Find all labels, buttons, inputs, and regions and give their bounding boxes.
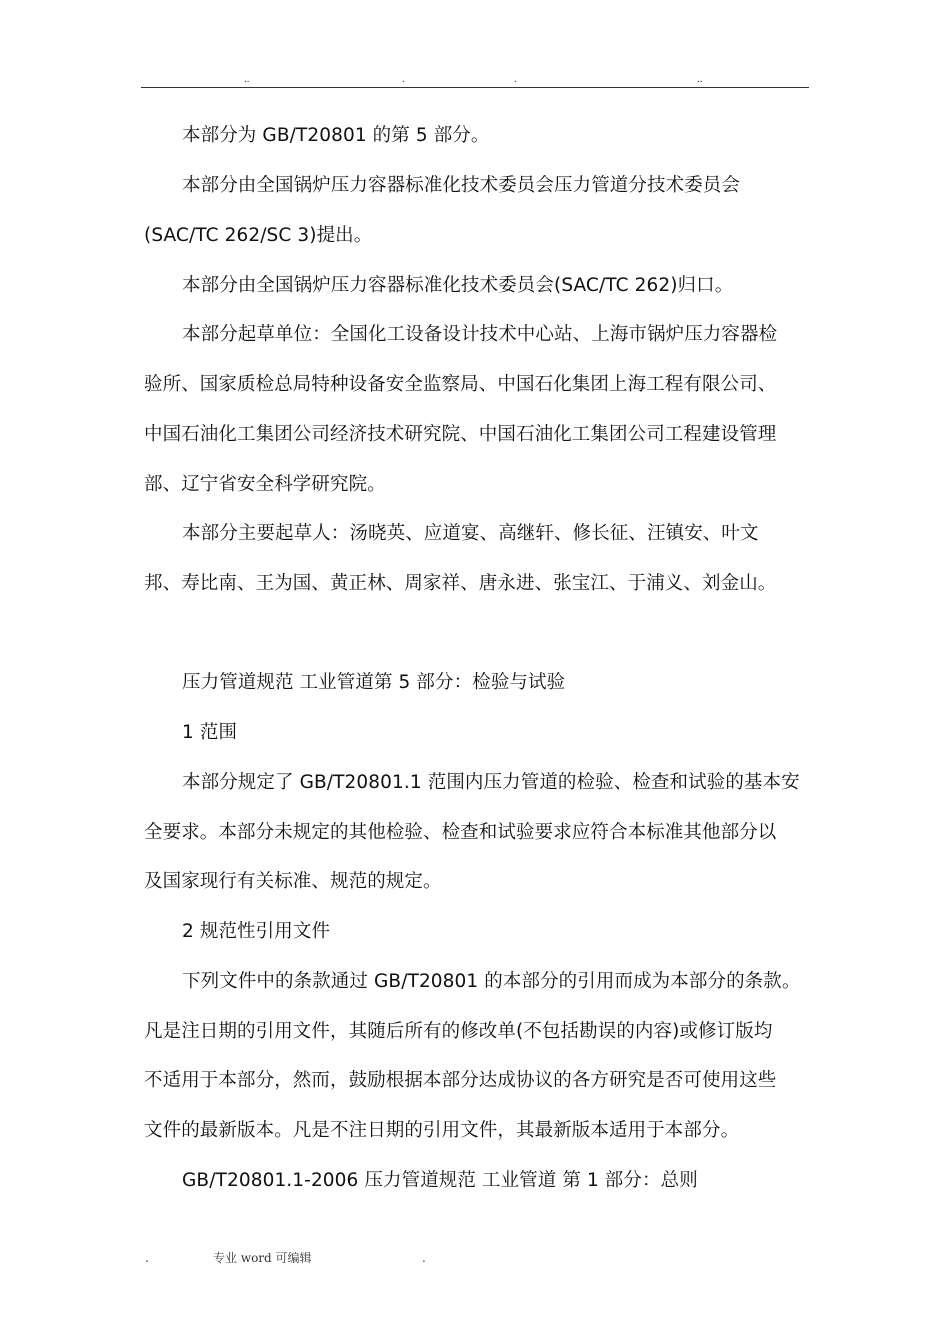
paragraph-line: 本部分由全国锅炉压力容器标准化技术委员会压力管道分技术委员会 (182, 175, 741, 196)
paragraph-line: (SAC/TC 262/SC 3)提出。 (144, 225, 373, 246)
header-mark: .. (697, 73, 703, 85)
footer-label: 专业 word 可编辑 (213, 1251, 312, 1265)
header-mark: . (402, 73, 405, 85)
paragraph-line: 中国石油化工集团公司经济技术研究院、中国石油化工集团公司工程建设管理 (144, 424, 777, 445)
paragraph-line: 邦、寿比南、王为国、黄正林、周家祥、唐永进、张宝江、于浦义、刘金山。 (144, 573, 777, 594)
paragraph-line: 本部分为 GB/T20801 的第 5 部分。 (182, 125, 490, 146)
page-footer (0, 1249, 950, 1267)
paragraph-line: 及国家现行有关标准、规范的规定。 (144, 871, 442, 892)
paragraph-line: 验所、国家质检总局特种设备安全监察局、中国石化集团上海工程有限公司、 (144, 374, 777, 395)
header-rule (141, 87, 809, 88)
paragraph-line: 本部分规定了 GB/T20801.1 范围内压力管道的检验、检查和试验的基本安 (182, 772, 800, 793)
paragraph-line: 凡是注日期的引用文件，其随后所有的修改单(不包括勘误的内容)或修订版均 (144, 1021, 773, 1042)
paragraph-line: 本部分由全国锅炉压力容器标准化技术委员会(SAC/TC 262)归口。 (182, 275, 734, 296)
paragraph-line: 不适用于本部分，然而，鼓励根据本部分达成协议的各方研究是否可使用这些 (144, 1070, 777, 1091)
header-mark: . (514, 73, 517, 85)
paragraph-line: 文件的最新版本。凡是不注日期的引用文件，其最新版本适用于本部分。 (144, 1120, 740, 1141)
paragraph-line: 下列文件中的条款通过 GB/T20801 的本部分的引用而成为本部分的条款。 (182, 971, 801, 992)
paragraph-line: 本部分主要起草人：汤晓英、应道宴、高继轩、修长征、汪镇安、叶文 (182, 523, 759, 544)
section-heading: 2 规范性引用文件 (182, 921, 331, 942)
paragraph-line: 部、辽宁省安全科学研究院。 (144, 474, 386, 495)
reference-item: GB/T20801.1-2006 压力管道规范 工业管道 第 1 部分：总则 (182, 1170, 698, 1191)
footer-dot: . (145, 1251, 149, 1265)
section-title: 压力管道规范 工业管道第 5 部分：检验与试验 (182, 672, 566, 693)
paragraph-line: 本部分起草单位：全国化工设备设计技术中心站、上海市锅炉压力容器检 (182, 324, 778, 345)
header-mark: .. (244, 73, 250, 85)
paragraph-line: 全要求。本部分未规定的其他检验、检查和试验要求应符合本标准其他部分以 (144, 822, 777, 843)
page-header (0, 72, 950, 86)
footer-dot: . (422, 1251, 426, 1265)
section-heading: 1 范围 (182, 722, 238, 743)
